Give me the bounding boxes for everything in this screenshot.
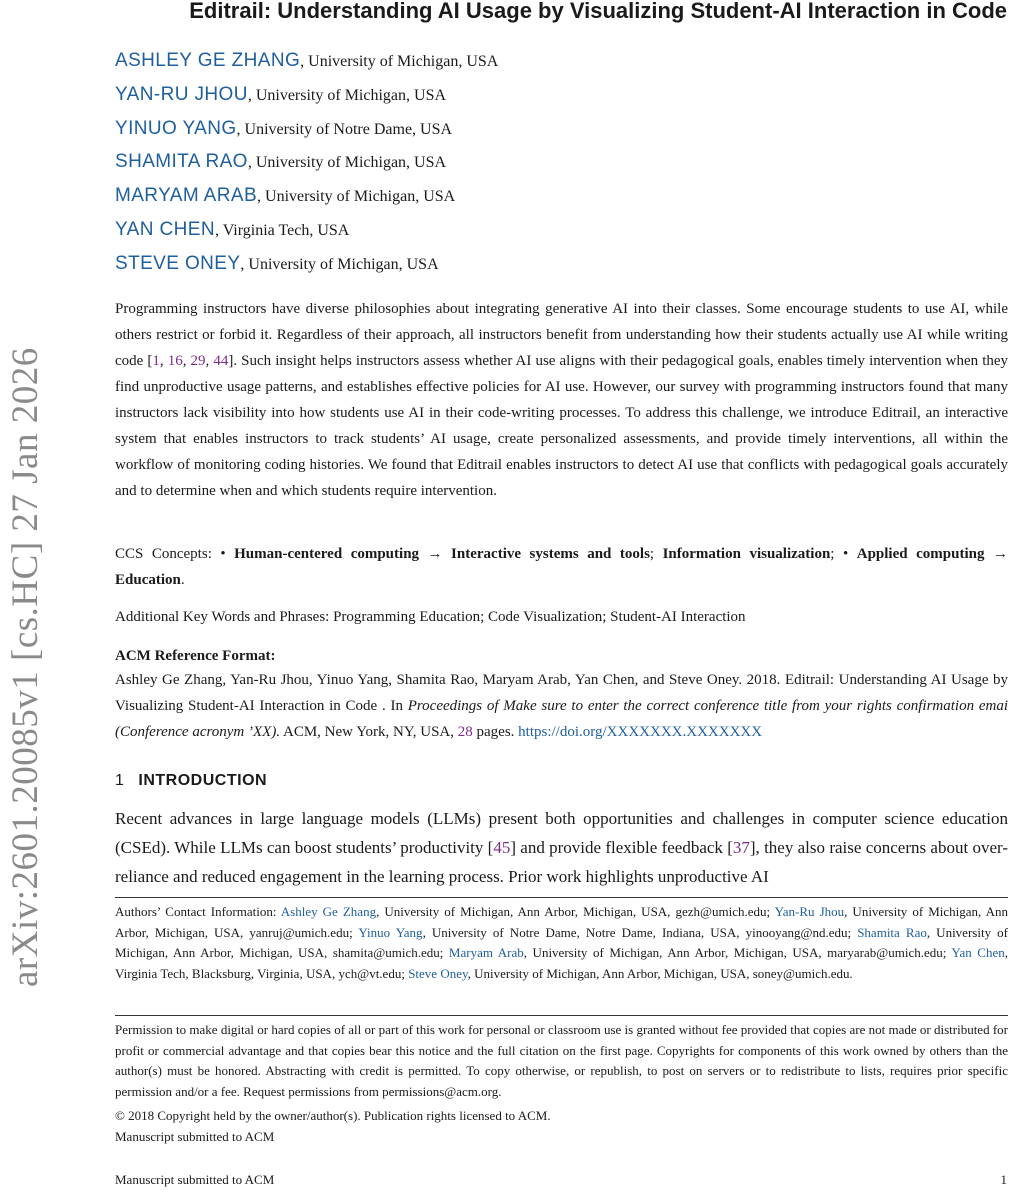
- intro-text: Recent advances in large language models (LLMs) present both opportunities and challenges in computer science education (CSEd). While LLMs can boost students’ productivity [: [115, 809, 1008, 857]
- contact-author-link[interactable]: Maryam Arab: [448, 945, 524, 961]
- footnote-divider: [115, 897, 1008, 898]
- acm-reference: [115, 667, 1008, 745]
- author-affiliation: , University of Michigan, USA: [247, 86, 447, 104]
- abstract: [115, 296, 1008, 504]
- citation-separator: ,: [205, 353, 214, 369]
- acm-reference-text: pages.: [472, 724, 519, 740]
- author-entry: [115, 253, 498, 287]
- contact-details: , University of Michigan, Ann Arbor, Michigan, USA, shamita@umich.edu;: [115, 924, 1008, 961]
- arxiv-stamp: arXiv:2601.20085v1 [cs.HC] 27 Jan 2026: [4, 347, 46, 987]
- contact-author-link[interactable]: Yinuo Yang: [358, 924, 423, 940]
- author-affiliation: , University of Michigan, USA: [300, 53, 499, 70]
- author-affiliation: , University of Michigan, USA: [240, 255, 439, 273]
- acm-reference-venue: Proceedings of Make sure to enter the correct conference title from your rights confirmation emai (Conference acronym ’XX).: [115, 698, 1008, 740]
- section-heading: [115, 772, 267, 790]
- intro-paragraph: [115, 804, 1008, 891]
- ccs-term: Applied computing → Education: [115, 546, 1008, 588]
- permission-notice: Permission to make digital or hard copies of all or part of this work for personal or classroom use is granted without fee provided that copies are not made or distributed for profit or commercial advantage and that copies bear this notice and the full citation on the first page. Copyrights for components of this work owned by others than the author(s) must be honored. Abstracting with credit is permitted. To copy otherwise, or republish, to post on servers or to redistribute to lists, requires prior specific permission and/or a fee. Request permissions from permissions@acm.org.: [115, 1022, 1008, 1100]
- author-entry: [115, 151, 498, 185]
- citation-link[interactable]: 45: [493, 838, 511, 857]
- doi-link[interactable]: https://doi.org/XXXXXXX.XXXXXXX: [518, 724, 763, 740]
- ccs-term: Human-centered computing → Interactive systems and tools: [234, 546, 650, 562]
- contact-details: , University of Michigan, Ann Arbor, Michigan, USA, gezh@umich.edu;: [376, 904, 775, 919]
- ccs-concepts: [115, 541, 1008, 593]
- citation-separator: ,: [182, 353, 191, 369]
- citation-link[interactable]: 29: [190, 353, 206, 369]
- contact-details: , University of Michigan, Ann Arbor, Michigan, USA, soney@umich.edu.: [467, 966, 853, 982]
- author-name-link[interactable]: SHAMITA RAO: [115, 151, 248, 173]
- intro-text: ] and provide flexible feedback [: [510, 838, 733, 857]
- author-name-link[interactable]: ASHLEY GE ZHANG: [115, 50, 301, 71]
- section-number: 1: [115, 772, 125, 789]
- citation-link[interactable]: 44: [213, 353, 229, 369]
- acm-reference-text: ACM, New York, NY, USA,: [280, 724, 458, 740]
- ccs-separator: ;: [649, 546, 663, 562]
- bullet-icon: •: [842, 546, 857, 562]
- contact-details: , University of Michigan, Ann Arbor, Michigan, USA, maryarab@umich.edu;: [523, 945, 952, 961]
- copyright-notice: © 2018 Copyright held by the owner/author(s). Publication rights licensed to ACM.: [115, 1108, 551, 1123]
- author-affiliation: , University of Michigan, USA: [247, 154, 447, 172]
- contact-details: , Virginia Tech, Blacksburg, Virginia, USA, ych@vt.edu;: [115, 945, 1008, 982]
- ccs-separator: ;: [830, 546, 843, 562]
- ccs-end: .: [180, 572, 185, 588]
- acm-reference-heading: ACM Reference Format:: [115, 648, 276, 664]
- author-name-link[interactable]: YINUO YANG: [115, 117, 237, 139]
- contact-details: , University of Michigan, Ann Arbor, Michigan, USA, yanruj@umich.edu;: [115, 904, 1008, 940]
- acm-reference-text: Ashley Ge Zhang, Yan-Ru Jhou, Yinuo Yang, Shamita Rao, Maryam Arab, Yan Chen, and Steve Oney. 2018. Editrail: Understanding AI Usage by Visualizing Student-AI Interaction in Code . In: [115, 672, 1008, 714]
- contact-author-link[interactable]: Yan-Ru Jhou: [774, 904, 845, 919]
- ccs-term: Information visualization: [662, 546, 831, 562]
- intro-text: ], they also raise concerns about over-reliance and reduced engagement in the learning process. Prior work highlights unproductive AI: [115, 838, 1008, 886]
- contact-author-link[interactable]: Steve Oney: [408, 966, 468, 982]
- author-affiliation: , University of Notre Dame, USA: [236, 120, 453, 138]
- section-title: INTRODUCTION: [138, 772, 268, 789]
- keywords: Additional Key Words and Phrases: Programming Education; Code Visualization; Student-AI Interaction: [115, 609, 746, 625]
- author-affiliation: , University of Michigan, USA: [257, 188, 456, 206]
- author-entry: [115, 185, 498, 219]
- author-affiliation: , Virginia Tech, USA: [214, 221, 350, 239]
- author-contact-info: [115, 902, 1008, 985]
- page-footer-note: Manuscript submitted to ACM: [115, 1172, 275, 1187]
- contact-label: Authors’ Contact Information:: [115, 904, 281, 919]
- citation-link[interactable]: 16: [167, 353, 183, 369]
- page-number: 1: [1000, 1172, 1007, 1187]
- citation-link[interactable]: 37: [732, 838, 750, 857]
- contact-author-link[interactable]: Shamita Rao: [857, 924, 927, 940]
- citation-link[interactable]: 1: [152, 353, 160, 369]
- author-entry: [115, 118, 498, 152]
- author-entry: [115, 84, 498, 118]
- contact-details: , University of Notre Dame, Notre Dame, Indiana, USA, yinooyang@nd.edu;: [422, 924, 858, 940]
- author-entry: [115, 219, 498, 253]
- page-count-link[interactable]: 28: [457, 724, 473, 740]
- abstract-text: Programming instructors have diverse philosophies about integrating generative AI into their classes. Some encourage students to use AI, while others restrict or forbid it. Regardless of their approach, all instructors benefit from understanding how their students actually use AI while writing code [: [115, 301, 1008, 369]
- author-list: [115, 50, 498, 287]
- abstract-text: ]. Such insight helps instructors assess whether AI use aligns with their pedagogical goals, enables timely intervention when they find unproductive usage patterns, and establishes effective policies for AI use. However, our survey with programming instructors found that many instructors lack visibility into how students use AI in their code-writing processes. To address this challenge, we introduce Editrail, an interactive system that enables instructors to track students’ AI usage, create personalized assessments, and provide timely interventions, all within the workflow of monitoring coding histories. We found that Editrail enables instructors to detect AI use that conflicts with pedagogical goals accurately and to determine when and which students require intervention.: [115, 353, 1009, 499]
- author-name-link[interactable]: MARYAM ARAB: [115, 185, 258, 207]
- author-name-link[interactable]: YAN-RU JHOU: [115, 83, 248, 105]
- contact-author-link[interactable]: Yan Chen: [951, 945, 1005, 961]
- ccs-label: CCS Concepts:: [115, 546, 221, 562]
- author-name-link[interactable]: YAN CHEN: [115, 218, 215, 240]
- author-entry: [115, 50, 498, 84]
- contact-author-link[interactable]: Ashley Ge Zhang: [280, 904, 377, 919]
- citation-separator: ,: [159, 353, 168, 369]
- paper-title: Editrail: Understanding AI Usage by Visualizing Student-AI Interaction in Code: [189, 0, 1007, 23]
- submission-note: Manuscript submitted to ACM: [115, 1129, 275, 1144]
- author-name-link[interactable]: STEVE ONEY: [115, 252, 241, 274]
- footnote-divider: [115, 1015, 1008, 1016]
- bullet-icon: •: [220, 546, 235, 562]
